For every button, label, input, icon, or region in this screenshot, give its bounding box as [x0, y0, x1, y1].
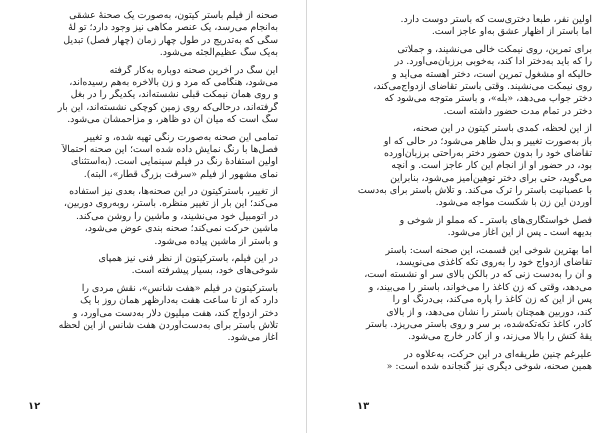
text-line: ماشین حرکت نمی‌کند؛ صحنه بندی عوض می‌شود،: [84, 223, 278, 235]
text-line: می‌دهد، وقتی که زن کاغذ را می‌خواند، باستر را می‌بیند، و: [368, 281, 592, 293]
right-page-text: [337, 14, 592, 374]
text-line: حالیکه او مشغول تمرین است، دختر آهسته می‌آید و: [392, 68, 592, 80]
text-line: شوخی‌های خود، بسیار پیشرفته است.: [131, 265, 278, 277]
text-line: اولین استفادهٔ رنگ در فیلم سینمایی است. (به‌استثنای: [71, 156, 278, 168]
left-page-number: ۱۲: [28, 401, 41, 412]
text-line: گرفته‌اند، درحالی‌که روی زمین کوچکی نشسته‌اند، این بار: [57, 101, 278, 113]
text-line: دارد که از تا ساعت هفت به‌دارظهر همان روز با یک: [80, 295, 278, 307]
text-line: آغاز می‌شود.: [227, 332, 278, 344]
text-line: باز به‌صورت تغییر و بدل ظاهر می‌شود؛ در حالی که او: [383, 135, 592, 147]
text-line: یقهٔ کتش را بالا می‌زند، و از کادر خارج می‌شود.: [408, 331, 592, 343]
left-page-text: [28, 10, 278, 345]
text-line: فصل خواستگاری‌های باستر ـ که مملو از شوخی و: [399, 214, 592, 226]
text-line: را که باید به‌دختر ادا کند، به‌خوبی برزبان‌می‌آورد. در: [394, 56, 592, 68]
text-line: در این فیلم، باسترکیتون از نظر فنی نیز همپای: [98, 253, 278, 265]
text-line: تقاضای ازدواج خود را به‌روی تکه کاغذی می‌نویسد،: [395, 257, 592, 269]
text-line: این سگ در آخرین صحنه دوباره به‌کار گرفته: [109, 64, 278, 76]
text-line: سگی که به‌تدریج در طول چهار زمان (چهار فصل) تبدیل: [63, 34, 278, 46]
text-line: برای تمرین، روی نیمکت خالی می‌نشیند، و جملاتی: [397, 43, 592, 55]
text-line: می‌کند؛ این بار از تغییر منظره. باستر، روبه‌روی دوربین،: [63, 198, 278, 210]
text-line: به‌انجام می‌رسد، یک عنصر مکاهی نیز وجود دارد؛ تو لهٔ: [68, 22, 278, 34]
text-line: تمامی این صحنه به‌صورت رنگی تهیه شده، و تغییر: [84, 131, 278, 143]
text-line: روی نیمکت می‌نشیند. وقتی باستر تقاضای ازدواج‌می‌کند،: [373, 80, 592, 92]
text-line: از این لحظه، کمدی باستر کیتون در این صحنه،: [412, 123, 592, 135]
text-line: دختر جواب می‌دهد، «بله»، و باستر متوجه می‌شود که: [384, 93, 592, 105]
right-page-number: ۱۳: [357, 401, 370, 412]
text-line: کند، دوربین همچنان باستر را نشان می‌دهد، و از بالای: [386, 306, 592, 318]
text-line: و آن را به‌دست زنی که در بالکن بالای سر او نشسته است،: [364, 269, 592, 281]
text-line: با عصبانیت باستر را ترک می‌کند. و تلاش باستر برای به‌دست: [357, 185, 592, 197]
text-line: پس از این که زن کاغذ را پاره می‌کند، بی‌درنگ او را: [392, 294, 592, 306]
text-line: و باستر از ماشین پیاده می‌شود.: [154, 235, 278, 247]
text-line: فصل‌ها با رنگ نمایش داده شده است؛ این صحنه احتمالاً: [61, 143, 278, 155]
text-line: و روی همان نیمکت قبلی نشسته‌اند، یکدیگر را در بغل: [70, 89, 278, 101]
text-line: بدیهه است ـ پس از این آغاز می‌شود.: [447, 227, 592, 239]
text-line: تقاضای خود را بدون حضور دختر به‌راحتی برزبان‌آورده: [384, 147, 592, 159]
text-line: نمای مشهور از فیلم «سرقت بزرگ قطار»، البته).: [83, 168, 278, 180]
text-line: بود، در حضور او از انجام این کار عاجز است. و آنچه: [391, 160, 592, 172]
left-page: [0, 6, 306, 433]
text-line: صحنه از فیلم باستر کیتون، به‌صورت یک صحنهٔ عشقی: [69, 10, 278, 21]
text-line: علیرغم چنین طریقه‌ای در این حرکت، به‌علاوه در: [404, 348, 592, 360]
text-line: دختر ازدواج کند، هفت میلیون دلار به‌دست می‌آورد، و: [72, 307, 278, 319]
right-page: [307, 6, 616, 433]
text-line: اما باستر از اظهار عشق به‌او عاجز است.: [431, 26, 592, 38]
text-line: باسترکیتون در فیلم «هفت شانس»، نقش مردی را: [81, 282, 278, 294]
text-line: آوردن این زن با شکست مواجه می‌شود.: [435, 197, 592, 209]
text-line: سگ است که میان آن دو ظاهر، و مزاحمشان می‌شود.: [67, 114, 278, 126]
text-line: تلاش باستر برای به‌دست‌آوردن هفت شانس از این لحظه: [58, 319, 278, 331]
text-line: از تغییر، باسترکیتون در این صحنه‌ها، بعدی نیز استفاده: [69, 186, 278, 198]
text-line: به‌یک سگ عظیم‌الجثه می‌شود.: [159, 47, 278, 59]
text-line: می‌شود، هنگامی که مرد و زن بالاخره به‌هم رسیده‌اند،: [69, 76, 278, 88]
text-line: در اتومبیل خود می‌نشیند، و ماشین را روشن می‌کند.: [75, 210, 278, 222]
text-line: همین صحنه، شوخی دیگری نیز گنجانده شده است: «: [386, 361, 592, 373]
text-line: اولین نفر، طبعاً دختری‌ست که باستر دوست دارد.: [400, 14, 592, 25]
text-line: کادر، کاغذ تکه‌تکه‌شده، بر سر و روی باستر می‌ریزد. باستر: [365, 318, 592, 330]
text-line: می‌گوید، حتی برای دختر توهین‌آمیز می‌شود، بنابراین: [390, 172, 592, 184]
text-line: دختر در تمام مدت حضور داشته است.: [443, 105, 592, 117]
text-line: اما بهترین شوخی این قسمت، این صحنه است: باستر: [385, 244, 592, 256]
